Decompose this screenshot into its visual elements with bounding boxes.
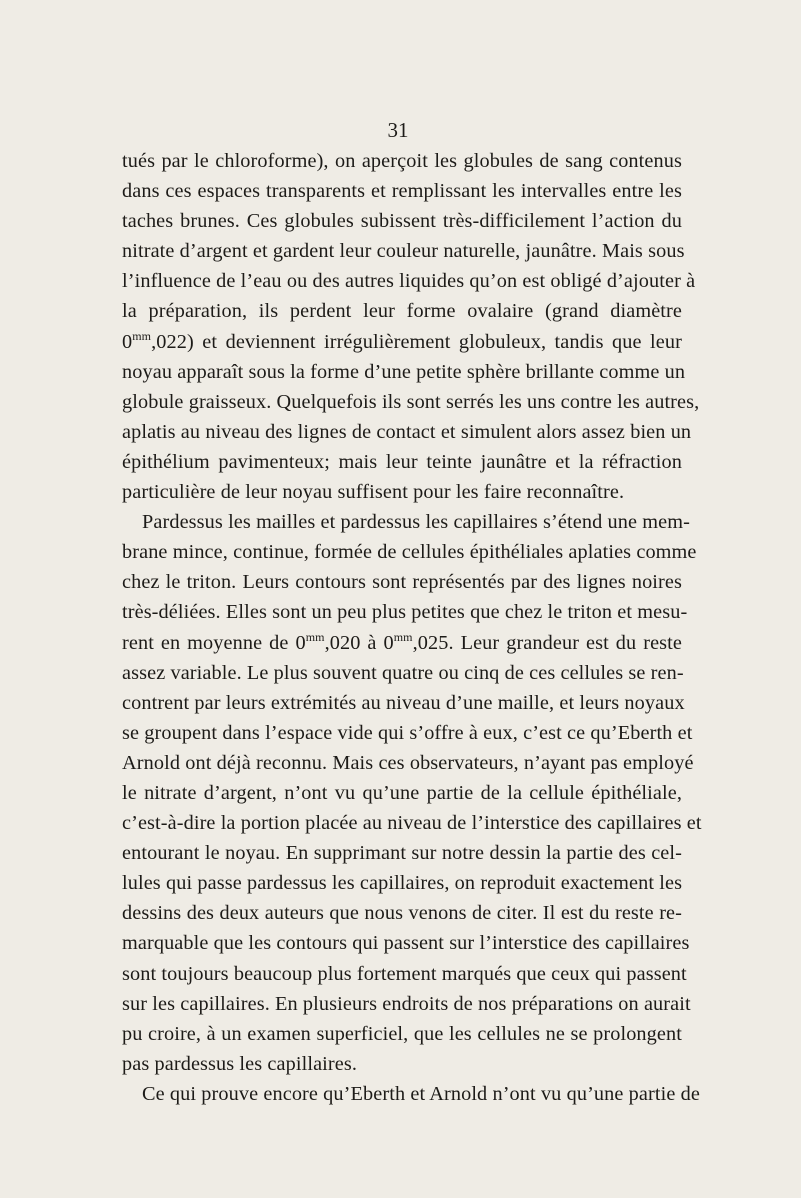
text-line: marquable que les contours qui passent sur l’interstice des capillaires xyxy=(122,932,690,955)
text-line: $0^{mm},022$) et deviennent irrégulièrement globuleux, tandis que leur xyxy=(122,328,682,353)
text-line: chez le triton. Leurs contours sont représentés par des lignes noires xyxy=(122,571,682,594)
text-line: la préparation, ils perdent leur forme ovalaire (grand diamètre xyxy=(122,300,682,323)
text-line: dans ces espaces transparents et remplissant les intervalles entre les xyxy=(122,180,682,203)
text-line: Arnold ont déjà reconnu. Mais ces observateurs, n’ayant pas employé xyxy=(122,751,694,774)
page-number: 31 xyxy=(387,118,409,142)
text-line: lules qui passe pardessus les capillaires, on reproduit exactement les xyxy=(122,872,683,895)
text-line: entourant le noyau. En supprimant sur notre dessin la partie des cel- xyxy=(122,842,682,865)
text-line: pas pardessus les capillaires. xyxy=(122,1052,358,1075)
text-line: tués par le chloroforme), on aperçoit les globules de sang contenus xyxy=(122,150,682,172)
text-line: rent en moyenne de $0^{mm},020$ à $0^{mm},025$. Leur grandeur est du reste xyxy=(122,629,683,654)
text-line: brane mince, continue, formée de cellules épithéliales aplaties comme xyxy=(122,541,697,564)
text-line: globule graisseux. Quelquefois ils sont serrés les uns contre les autres, xyxy=(122,390,700,413)
text-line: se groupent dans l’espace vide qui s’offre à eux, c’est ce qu’Eberth et xyxy=(122,721,693,744)
text-line: Ce qui prouve encore qu’Eberth et Arnold n’ont vu qu’une partie de xyxy=(142,1082,700,1105)
text-line: taches brunes. Ces globules subissent très-difficilement l’action du xyxy=(122,210,682,233)
text-line: épithélium pavimenteux; mais leur teinte jaunâtre et la réfraction xyxy=(122,450,682,473)
body-text xyxy=(122,146,702,1109)
text-line: sont toujours beaucoup plus fortement marqués que ceux qui passent xyxy=(122,962,687,985)
text-line: assez variable. Le plus souvent quatre ou cinq de ces cellules se ren- xyxy=(122,661,684,684)
text-line: sur les capillaires. En plusieurs endroits de nos préparations on aurait xyxy=(122,992,691,1015)
text-line: contrent par leurs extrémités au niveau d’une maille, et leurs noyaux xyxy=(122,691,685,714)
text-line: pu croire, à un examen superficiel, que les cellules ne se prolongent xyxy=(122,1022,682,1045)
text-line: particulière de leur noyau suffisent pour les faire reconnaître. xyxy=(122,481,625,504)
text-line: très-déliées. Elles sont un peu plus petites que chez le triton et mesu- xyxy=(122,601,688,624)
text-line: aplatis au niveau des lignes de contact et simulent alors assez bien un xyxy=(122,420,692,443)
text-line: Pardessus les mailles et pardessus les capillaires s’étend une mem- xyxy=(142,511,690,534)
text-line: le nitrate d’argent, n’ont vu qu’une partie de la cellule épithéliale, xyxy=(122,781,682,804)
text-line: dessins des deux auteurs que nous venons de citer. Il est du reste re- xyxy=(122,902,682,925)
text-line: noyau apparaît sous la forme d’une petite sphère brillante comme un xyxy=(122,360,686,383)
text-line: nitrate d’argent et gardent leur couleur naturelle, jaunâtre. Mais sous xyxy=(122,240,685,263)
text-line: l’influence de l’eau ou des autres liquides qu’on est obligé d’ajouter à xyxy=(122,270,696,293)
text-line: c’est-à-dire la portion placée au niveau de l’interstice des capillaires et xyxy=(122,812,702,835)
